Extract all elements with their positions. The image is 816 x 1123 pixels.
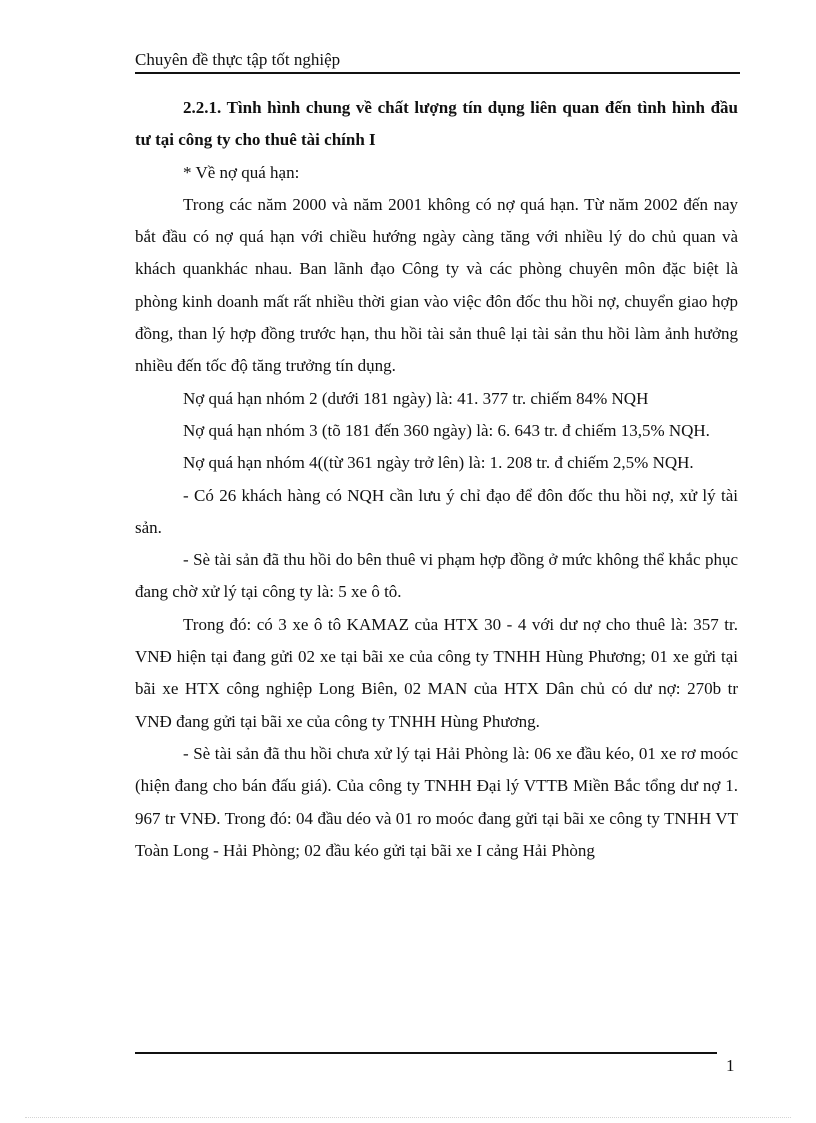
page-edge-divider <box>25 1117 791 1118</box>
paragraph-overdue-debt-label: * Về nợ quá hạn: <box>183 162 300 182</box>
section-heading: 2.2.1. Tình hình chung về chất lượng tín dụng liên quan đến tình hình đầu tư tại công ty cho thuê tài chính I <box>135 98 738 150</box>
footer-divider <box>135 1052 717 1054</box>
page-header-title: Chuyên đề thực tập tốt nghiệp <box>135 49 740 74</box>
paragraph-overview: Trong các năm 2000 và năm 2001 không có nợ quá hạn. Từ năm 2002 đến nay bắt đầu có nợ quá hạn với chiều hướng ngày càng tăng với nhiều lý do chủ quan và khách quankhác nhau. Ban lãnh đạo Công ty và các phòng chuyên môn đặc biệt là phòng kinh doanh mất rất nhiều thời gian vào việc đôn đốc thu hồi nợ, chuyển giao hợp đồng, than lý hợp đồng trước hạn, thu hồi tài sản thuê lại tài sản thu hồi làm ảnh hưởng nhiều đến tốc độ tăng trưởng tín dụng. <box>135 194 738 376</box>
paragraph-group-2: Nợ quá hạn nhóm 2 (dưới 181 ngày) là: 41. 377 tr. chiếm 84% NQH <box>183 388 649 408</box>
page-number: 1 <box>726 1056 735 1075</box>
paragraph-group-4: Nợ quá hạn nhóm 4((từ 361 ngày trở lên) là: 1. 208 tr. đ chiếm 2,5% NQH. <box>183 453 694 473</box>
paragraph-recovered-assets: - Sè tài sản đã thu hồi do bên thuê vi phạm hợp đồng ở mức không thể khắc phục đang chờ xử lý tại công ty là: 5 xe ô tô. <box>135 550 738 602</box>
paragraph-kamaz-details: Trong đó: có 3 xe ô tô KAMAZ của HTX 30 - 4 với dư nợ cho thuê là: 357 tr. VNĐ hiện tại đang gửi 02 xe tại bãi xe của công ty TNHH Hùng Phương; 01 xe gửi tại bãi xe HTX công nghiệp Long Biên, 02 MAN của HTX Dân chủ có dư nợ: 270b tr VNĐ đang gửi tại bãi xe của công ty TNHH Hùng Phương. <box>135 614 738 731</box>
paragraph-customers: - Có 26 khách hàng có NQH cần lưu ý chỉ đạo để đôn đốc thu hồi nợ, xử lý tài sản. <box>135 485 738 537</box>
paragraph-group-3: Nợ quá hạn nhóm 3 (tõ 181 đến 360 ngày) là: 6. 643 tr. đ chiếm 13,5% NQH. <box>183 420 710 440</box>
document-body <box>135 92 738 867</box>
paragraph-hai-phong-assets: - Sè tài sản đã thu hồi chưa xử lý tại Hải Phòng là: 06 xe đầu kéo, 01 xe rơ moóc (hiện đang cho bán đấu giá). Của công ty TNHH Đại lý VTTB Miền Bắc tổng dư nợ 1. 967 tr VNĐ. Trong đó: 04 đầu déo và 01 ro moóc đang gửi tại bãi xe công ty TNHH VT Toàn Long - Hải Phòng; 02 đầu kéo gửi tại bãi xe I cảng Hải Phòng <box>135 743 738 860</box>
